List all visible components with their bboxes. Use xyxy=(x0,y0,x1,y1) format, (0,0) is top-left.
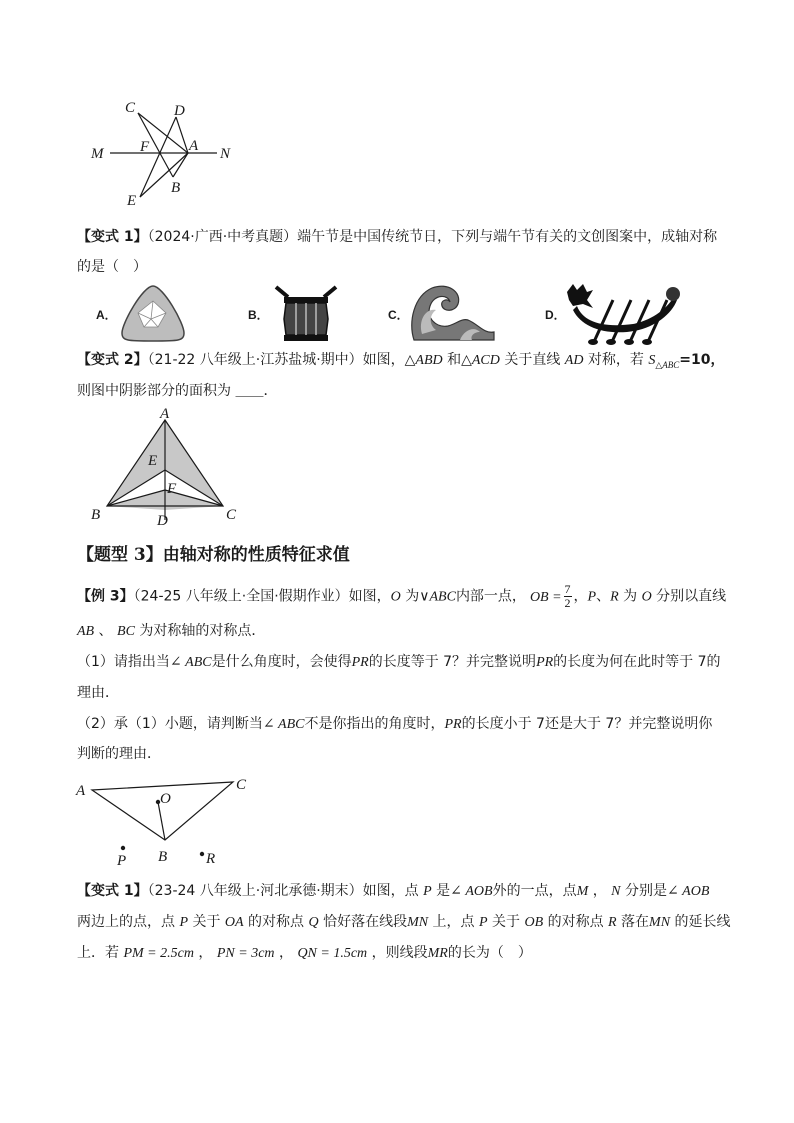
q1-text-d: 的长度为何在此时等于 7的 xyxy=(553,654,721,670)
label-o: O xyxy=(160,791,171,807)
label-c: C xyxy=(226,507,237,523)
segment-pr-3: PR xyxy=(444,717,462,732)
q2-text-c: 的长度小于 7还是大于 7？并完整说明你 xyxy=(461,716,713,732)
fraction-denominator: 2 xyxy=(564,596,571,610)
q1-text-b: 是什么角度时，会使得 xyxy=(211,654,352,670)
v3-text-m: 落在 xyxy=(616,914,650,930)
label-c: C xyxy=(236,777,247,793)
line-bc: BC xyxy=(117,624,135,639)
variant1-text1: 端午节是中国传统节日，下列与端午节有关的文创图案中，成轴对称 xyxy=(297,229,718,245)
ex3-text-a: 如图， xyxy=(348,588,391,605)
ray-oa: OA xyxy=(224,915,244,930)
point-p: P xyxy=(423,884,432,899)
label-e: E xyxy=(148,453,158,469)
variant1-line2: 的是（ ） xyxy=(77,259,147,275)
figure-shaded-triangle xyxy=(85,405,245,530)
variant1-tag: 【变式 1】 xyxy=(77,229,148,245)
segment-mn-2: MN xyxy=(649,915,671,930)
angle-aob: ∠ AOB xyxy=(450,884,493,899)
question1-line1 xyxy=(77,651,721,674)
segment-mr: MR xyxy=(427,946,448,961)
fraction-7-2 xyxy=(564,583,572,610)
v3-text-f: 两边上的点，点 xyxy=(77,914,180,930)
v3-text-q: ， xyxy=(274,945,298,961)
v3-text-h: 的对称点 xyxy=(243,914,309,930)
v3-text-b: 是 xyxy=(431,883,451,899)
ex3-text-g: 分别以直线 xyxy=(651,588,727,605)
triangle-abd: △ABD xyxy=(404,353,443,368)
variant2-text-d: 对称，若 xyxy=(583,352,649,368)
ex3-text-e: 、 xyxy=(596,588,611,605)
ex3-text-h: 、 xyxy=(94,623,118,639)
length-pm: PM = 2.5cm xyxy=(123,946,194,961)
point-o-2: O xyxy=(641,589,652,605)
label-m: M xyxy=(91,146,104,162)
fraction-numerator: 7 xyxy=(564,582,571,596)
ob-equals: OB = xyxy=(529,589,562,605)
example3-source: （24-25 八年级上·全国·假期作业） xyxy=(133,588,349,605)
variant2-source: （21-22 八年级上·江苏盐城·期中） xyxy=(147,352,363,368)
v3-text-o: 上．若 xyxy=(77,945,124,961)
q2-text-b: 不是你指出的角度时， xyxy=(304,716,445,732)
example3-line2 xyxy=(77,620,265,643)
angle-aob-2: ∠ AOB xyxy=(666,884,710,899)
variant3-line2 xyxy=(77,911,731,934)
angle-abc: ∠ ABC xyxy=(169,655,212,670)
question2-line2: 判断的理由． xyxy=(77,746,161,762)
question1-line2: 理由． xyxy=(77,685,119,701)
variant1-source: （2024·广西·中考真题） xyxy=(147,229,298,245)
option-d-label: D． xyxy=(545,308,566,322)
point-o: O xyxy=(390,589,401,605)
length-qn: QN = 1.5cm xyxy=(297,946,368,961)
label-c: C xyxy=(125,100,136,116)
point-p-3: P xyxy=(478,915,488,930)
label-b: B xyxy=(171,180,181,196)
variant2-line2: 则图中阴影部分的面积为 ＿＿． xyxy=(77,383,278,399)
v3-text-r: ，则线段 xyxy=(367,945,428,961)
dragon-boat-icon xyxy=(563,280,685,346)
v3-text-i: 恰好落在线段 xyxy=(318,914,408,930)
variant3-line3 xyxy=(77,942,532,965)
v3-text-d: ， xyxy=(588,883,612,899)
ex3-text-c: 内部一点， xyxy=(455,588,526,605)
option-b-label: B． xyxy=(248,308,269,322)
v3-text-a: 如图，点 xyxy=(362,883,424,899)
variant2-text-b: 和 xyxy=(442,352,462,368)
point-m: M xyxy=(576,884,589,899)
rice-dumpling-icon xyxy=(118,283,188,343)
v3-text-g: 关于 xyxy=(188,914,225,930)
label-d: D xyxy=(174,103,185,119)
segment-pr: PR xyxy=(351,655,369,670)
v3-text-l: 的对称点 xyxy=(543,914,609,930)
ex3-text-d: ， xyxy=(573,588,588,605)
line-ad: AD xyxy=(564,353,584,368)
area-value: =10， xyxy=(679,352,725,368)
label-a: A xyxy=(76,783,86,799)
label-p: P xyxy=(117,853,127,869)
v3-text-e: 分别是 xyxy=(620,883,667,899)
v3-text-p: ， xyxy=(193,945,217,961)
label-a: A xyxy=(160,406,170,422)
point-p: P xyxy=(587,589,597,605)
label-b: B xyxy=(91,507,101,523)
ex3-text-i: 为对称轴的对称点． xyxy=(134,623,266,639)
line-ab: AB xyxy=(77,624,95,639)
area-symbol: S xyxy=(648,353,656,368)
label-n: N xyxy=(220,146,231,162)
angle-abc-2: ∠ ABC xyxy=(262,717,305,732)
segment-mn: MN xyxy=(407,915,429,930)
example3-line1 xyxy=(77,583,726,610)
variant1-line1 xyxy=(77,226,717,248)
v3-text-k: 关于 xyxy=(487,914,525,930)
example3-tag: 【例 3】 xyxy=(77,588,134,605)
length-pn: PN = 3cm xyxy=(216,946,275,961)
point-p-2: P xyxy=(179,915,189,930)
variant2-text-a: 如图， xyxy=(362,352,405,368)
drum-icon xyxy=(270,283,342,343)
option-a-label: A． xyxy=(96,308,117,322)
v3-text-c: 外的一点，点 xyxy=(492,883,577,899)
option-c-label: C． xyxy=(388,308,409,322)
question2-line1 xyxy=(77,713,712,736)
label-f: F xyxy=(167,481,177,497)
label-a: A xyxy=(189,138,199,154)
section-heading: 【题型 3】由轴对称的性质特征求值 xyxy=(77,545,350,565)
variant3-tag: 【变式 1】 xyxy=(77,883,148,899)
q1-text-a: （1）请指出当 xyxy=(77,654,170,670)
segment-pr-2: PR xyxy=(536,655,554,670)
label-e: E xyxy=(127,193,137,209)
point-r: R xyxy=(608,915,617,930)
v3-text-n: 的延长线 xyxy=(670,914,731,930)
variant2-text-c: 关于直线 xyxy=(499,352,565,368)
point-r: R xyxy=(610,589,619,605)
ex3-text-b: 为 xyxy=(400,588,420,605)
variant3-line1 xyxy=(77,880,709,903)
figure-triangle-abc xyxy=(70,770,260,870)
ex3-text-f: 为 xyxy=(618,588,642,605)
area-subscript: △ABC xyxy=(655,359,680,370)
v3-text-s: 的长为（ ） xyxy=(447,945,532,961)
point-n: N xyxy=(611,884,621,899)
variant2-line1 xyxy=(77,349,725,376)
label-d: D xyxy=(157,513,168,529)
variant2-tag: 【变式 2】 xyxy=(77,352,148,368)
point-q: Q xyxy=(308,915,319,930)
q2-text-a: （2）承（1）小题，请判断当 xyxy=(77,716,263,732)
triangle-acd: △ACD xyxy=(461,353,500,368)
v3-text-j: 上，点 xyxy=(428,914,479,930)
label-r: R xyxy=(206,851,216,867)
label-b: B xyxy=(158,849,168,865)
figure-mn-symmetry xyxy=(85,95,245,210)
q1-text-c: 的长度等于 7？并完整说明 xyxy=(368,654,537,670)
wave-icon xyxy=(408,282,498,344)
ray-ob: OB xyxy=(524,915,544,930)
variant3-source: （23-24 八年级上·河北承德·期末） xyxy=(147,883,363,899)
label-f: F xyxy=(140,139,150,155)
triangle-abc: ∨ABC xyxy=(419,589,456,605)
